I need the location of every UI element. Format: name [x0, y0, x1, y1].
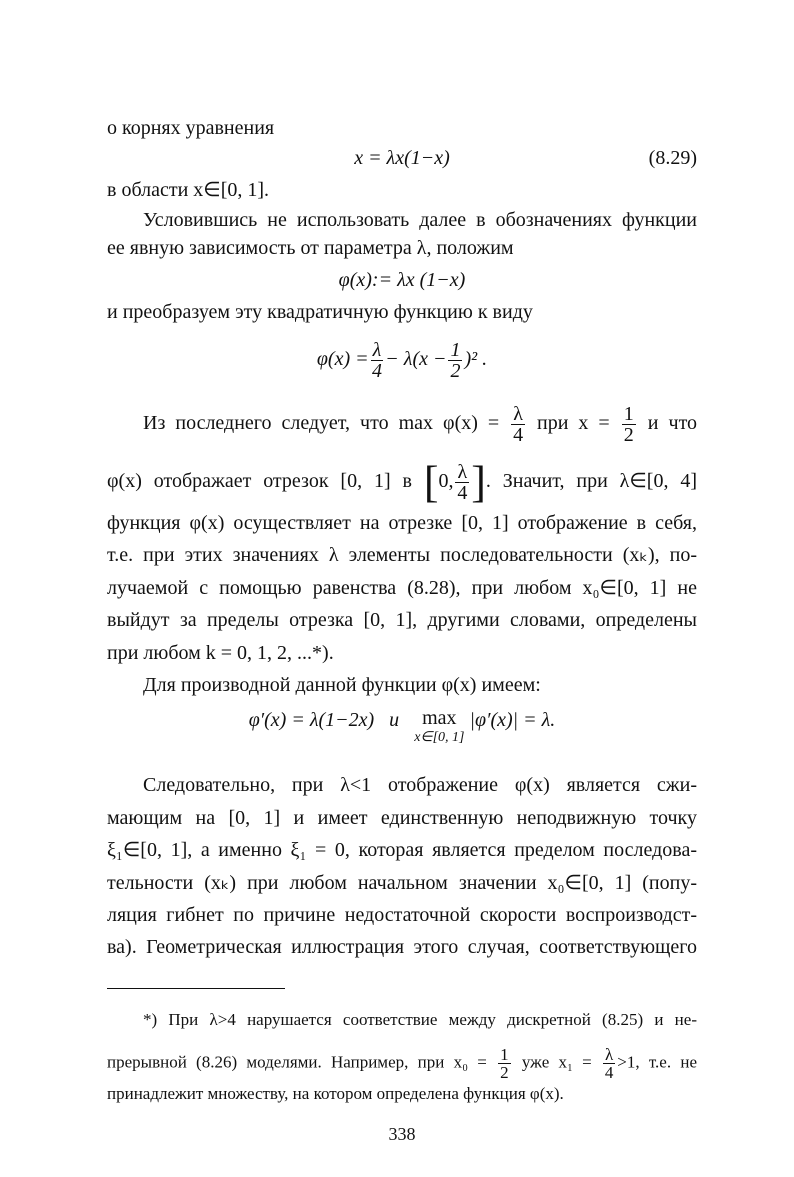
text-line: о корнях уравнения: [107, 117, 275, 139]
text-line: ξ₁∈[0, 1], а именно ξ₁ = 0, которая является пределом последова-: [107, 839, 697, 861]
equation-phi: φ(x):= λx (1−x): [338, 269, 466, 291]
footnote-divider: [107, 988, 285, 989]
numerator: λ: [457, 461, 468, 483]
bracket: ]: [471, 457, 486, 507]
text-line: в области x∈[0, 1].: [107, 179, 270, 201]
equation-8-29: x = λx(1−x): [354, 147, 450, 169]
text-part: и что: [647, 412, 698, 435]
text-line: тельности (xₖ) при любом начальном значении x₀∈[0, 1] (попу-: [107, 872, 697, 894]
max-label: max: [422, 707, 457, 729]
text-line: функция φ(x) осуществляет на отрезке [0, 1] отображение в себя,: [107, 512, 697, 534]
text-part: >1, т.е. не: [617, 1052, 697, 1072]
text-line: Для производной данной функции φ(x) имеем:: [143, 674, 541, 696]
denominator: 2: [450, 360, 461, 382]
fraction: [498, 1046, 511, 1081]
eq-part: )² .: [464, 348, 488, 371]
numerator: λ: [372, 339, 382, 361]
page-number: 338: [388, 1124, 416, 1144]
text-part: при x =: [536, 412, 610, 435]
eq-part: − λ(x −: [385, 348, 447, 371]
numerator: λ: [605, 1045, 614, 1064]
text-line: [107, 457, 697, 507]
footnote-line: *) При λ>4 нарушается соответствие между дискретной (8.25) и не-: [143, 1010, 697, 1029]
fraction: [371, 340, 384, 381]
equation-square-form: [107, 340, 697, 381]
numerator: λ: [513, 403, 523, 425]
eq-part: φ(x) =: [316, 348, 369, 371]
numerator: 1: [623, 403, 634, 425]
text-line: Следовательно, при λ<1 отображение φ(x) является сжи-: [143, 774, 697, 796]
text-part: прерывной (8.26) моделями. Например, при x₀ =: [107, 1052, 487, 1072]
fraction: [511, 404, 525, 445]
text-line: и преобразуем эту квадратичную функцию к виду: [107, 301, 533, 323]
max-subscript: x∈[0, 1]: [414, 730, 465, 745]
text-line: т.е. при этих значениях λ элементы последовательности (xₖ), по-: [107, 544, 697, 566]
denominator: 2: [623, 424, 634, 446]
denominator: 4: [457, 482, 468, 504]
text-part: Из последнего следует, что max φ(x) =: [143, 412, 500, 435]
text-line: [107, 404, 697, 445]
text-part: 0,: [438, 470, 454, 493]
text-line: выйдут за пределы отрезка [0, 1], другими словами, определены: [107, 609, 697, 631]
fraction: [622, 404, 636, 445]
fraction: [603, 1046, 615, 1081]
numerator: 1: [450, 339, 461, 361]
text-line: ее явную зависимость от параметра λ, положим: [107, 237, 514, 259]
text-line: мающим на [0, 1] и имеет единственную неподвижную точку: [107, 807, 697, 829]
bracket: [: [423, 457, 439, 507]
text-line: при любом k = 0, 1, 2, ...*).: [107, 642, 334, 664]
text-part: . Значит, при λ∈[0, 4]: [485, 470, 697, 493]
equation-derivative: [107, 708, 697, 748]
max-operator: [414, 708, 464, 748]
denominator: 4: [604, 1063, 614, 1082]
text-part: уже x₁ =: [521, 1052, 592, 1072]
text-line: ляция гибнет по причине недостаточной скорости воспроизводст-: [107, 904, 697, 926]
eq-part: |φ′(x)| = λ.: [464, 709, 556, 731]
eq-part: φ′(x) = λ(1−2x) и: [248, 709, 415, 731]
text-part: φ(x) отображает отрезок [0, 1] в: [107, 470, 412, 493]
footnote-line: [107, 1046, 697, 1081]
denominator: 2: [500, 1063, 509, 1082]
text-line: ва). Геометрическая иллюстрация этого случая, соответствующего: [107, 936, 697, 958]
fraction: [455, 462, 469, 503]
denominator: 4: [371, 360, 382, 382]
denominator: 4: [513, 424, 524, 446]
numerator: 1: [500, 1045, 509, 1064]
text-line: лучаемой с помощью равенства (8.28), при любом x₀∈[0, 1] не: [107, 577, 697, 599]
fraction: [448, 340, 462, 381]
equation-number: (8.29): [648, 147, 697, 169]
text-line: Условившись не использовать далее в обозначениях функции: [143, 209, 697, 231]
footnote-line: принадлежит множеству, на котором определена функция φ(x).: [107, 1084, 564, 1103]
